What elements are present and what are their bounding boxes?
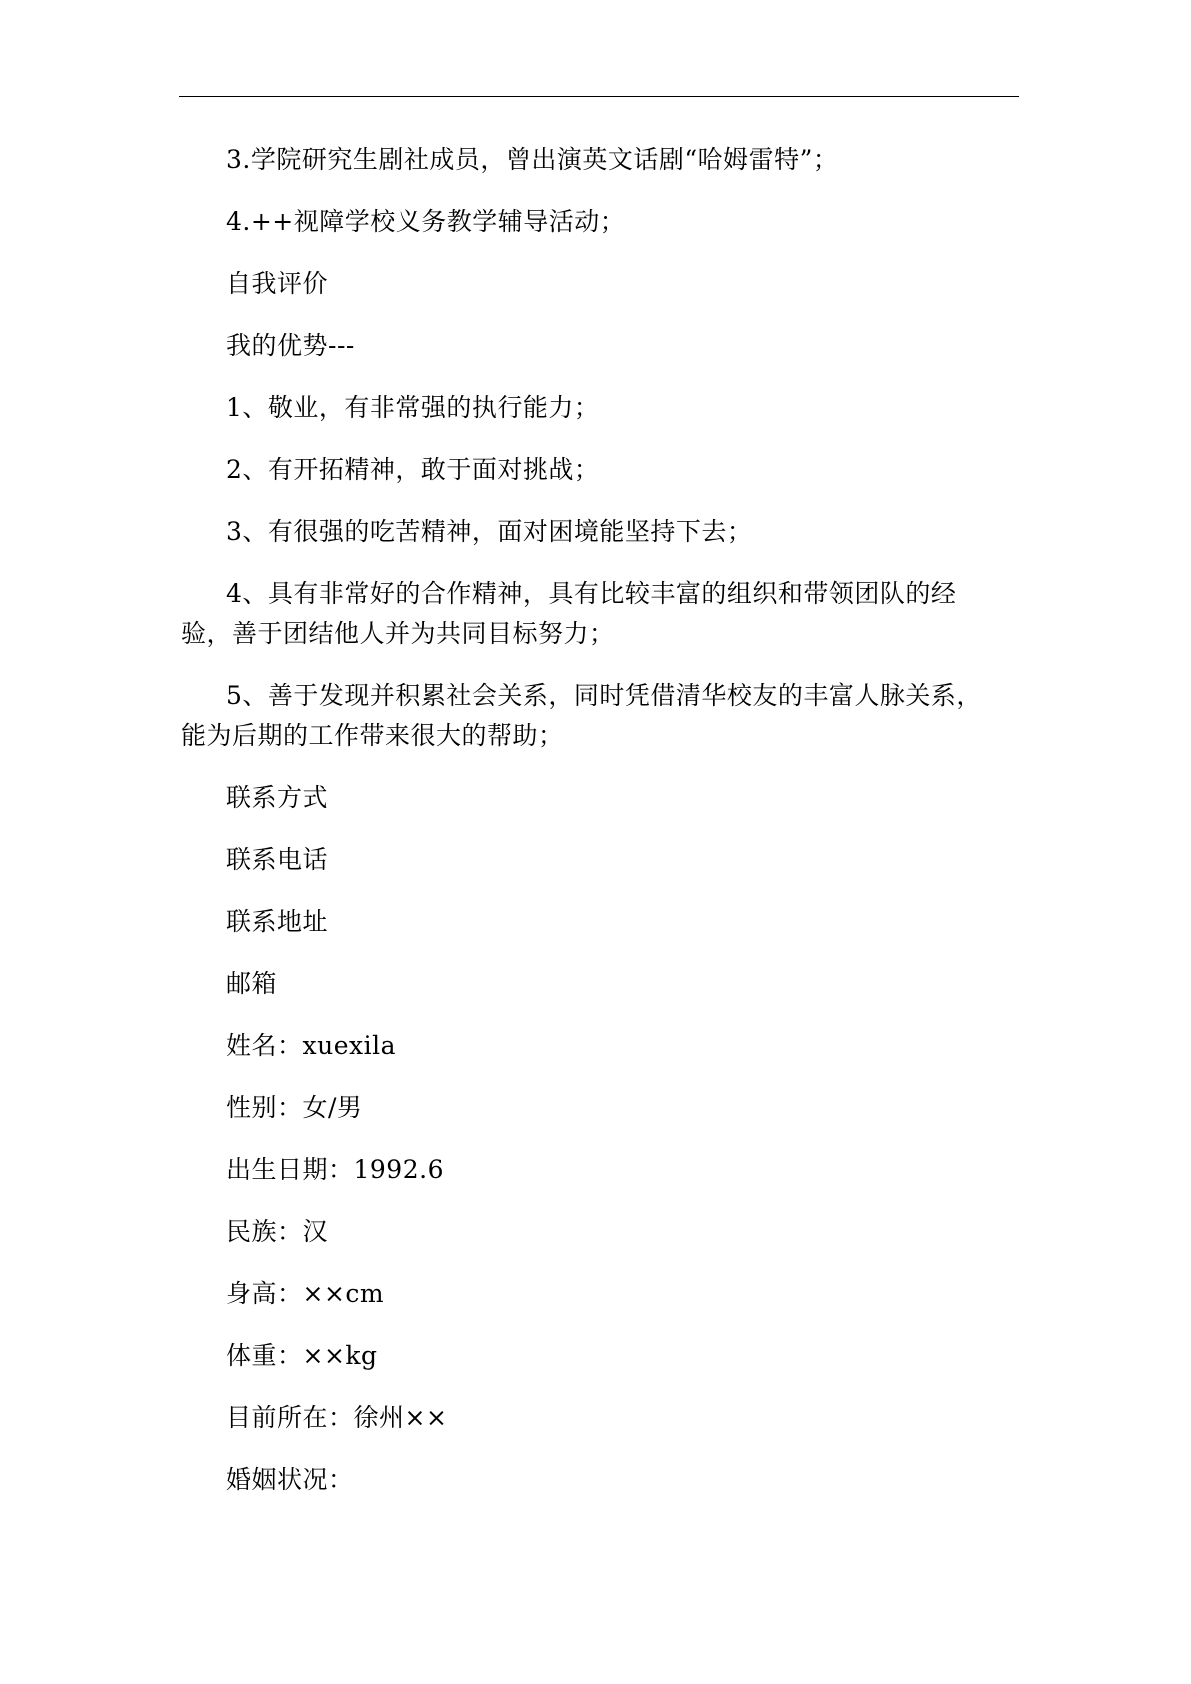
subheading-strengths: 我的优势--- <box>226 331 355 360</box>
info-birth-date: 出生日期：1992.6 <box>226 1155 444 1184</box>
info-name: 姓名：xuexila <box>226 1031 396 1060</box>
info-current-location: 目前所在：徐州×× <box>226 1403 448 1432</box>
info-marital-status: 婚姻状况： <box>226 1465 354 1494</box>
contact-address-label: 联系地址 <box>226 907 329 936</box>
strength-item-1: 1、敬业，有非常强的执行能力； <box>226 393 600 422</box>
activity-item-drama-club: 3.学院研究生剧社成员，曾出演英文话剧“哈姆雷特”； <box>226 145 839 174</box>
info-gender: 性别：女/男 <box>226 1093 363 1122</box>
strength-item-5: 5、善于发现并积累社会关系，同时凭借清华校友的丰富人脉关系，能为后期的工作带来很大的帮助； <box>181 681 982 750</box>
activity-item-volunteer-teaching: 4.++视障学校义务教学辅导活动； <box>226 207 626 236</box>
section-heading-self-evaluation: 自我评价 <box>226 269 329 298</box>
info-weight: 体重：××kg <box>226 1341 378 1370</box>
strength-item-2: 2、有开拓精神，敢于面对挑战； <box>226 455 600 484</box>
contact-phone-label: 联系电话 <box>226 845 329 874</box>
header-rule <box>179 96 1019 97</box>
strength-item-4: 4、具有非常好的合作精神，具有比较丰富的组织和带领团队的经验，善于团结他人并为共同目标努力； <box>181 579 957 648</box>
info-ethnicity: 民族：汉 <box>226 1217 329 1246</box>
section-heading-contact: 联系方式 <box>226 783 329 812</box>
contact-email-label: 邮箱 <box>226 969 278 998</box>
document-body <box>181 140 1007 1522</box>
info-height: 身高：××cm <box>226 1279 385 1308</box>
strength-item-3: 3、有很强的吃苦精神，面对困境能坚持下去； <box>226 517 753 546</box>
